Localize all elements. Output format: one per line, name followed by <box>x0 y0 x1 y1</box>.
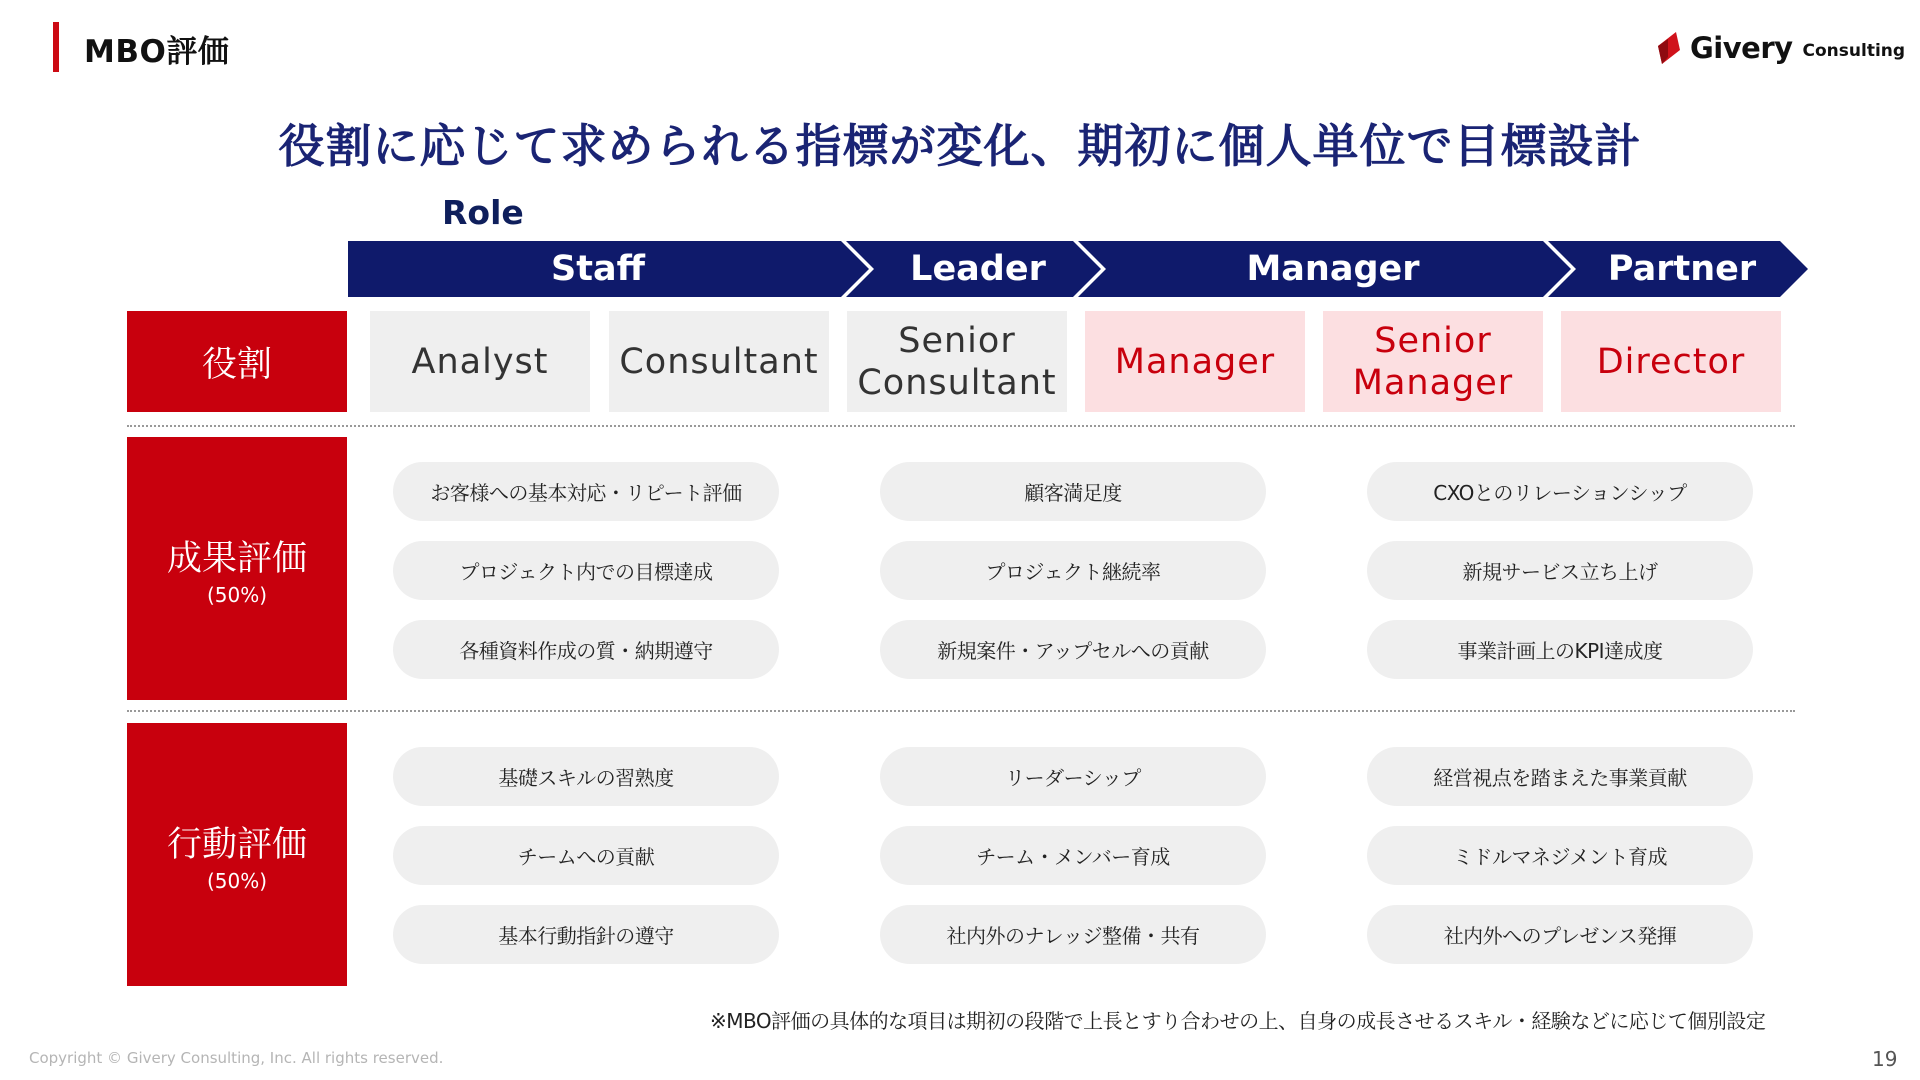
role-manager <box>1085 311 1305 412</box>
behavior-item: 社内外へのプレゼンス発揮 <box>1367 905 1753 964</box>
role-senior-consultant <box>847 311 1067 412</box>
section-accent-bar <box>53 22 59 72</box>
row-header-behavior-label: 行動評価 <box>166 824 307 865</box>
copyright: Copyright © Givery Consulting, Inc. All rights reserved. <box>29 1049 444 1067</box>
divider-dotted <box>127 710 1795 712</box>
performance-item: 事業計画上のKPI達成度 <box>1367 620 1753 679</box>
role-axis-label: Role <box>442 193 524 232</box>
role-senior-manager <box>1323 311 1543 412</box>
row-header-behavior <box>127 723 347 986</box>
performance-item: 新規サービス立ち上げ <box>1367 541 1753 600</box>
role-line: Consultant <box>857 362 1057 403</box>
logo-subtitle: Consulting <box>1802 41 1906 61</box>
level-leader: Leader <box>910 249 1046 289</box>
role-line: Director <box>1596 341 1746 382</box>
behavior-item: 基礎スキルの習熟度 <box>393 747 779 806</box>
behavior-item: チーム・メンバー育成 <box>880 826 1266 885</box>
row-header-role <box>127 311 347 412</box>
role-line: Manager <box>1352 362 1514 403</box>
logo-wordmark: Givery <box>1690 31 1793 65</box>
footnote: ※MBO評価の具体的な項目は期初の段階で上長とすり合わせの上、自身の成長させるスキル・経験などに応じて個別設定 <box>710 1009 1766 1033</box>
page-number: 19 <box>1872 1047 1898 1071</box>
role-line: Consultant <box>619 341 819 382</box>
performance-item: 顧客満足度 <box>880 462 1266 521</box>
role-line: Senior <box>1374 320 1492 361</box>
role-line: Manager <box>1114 341 1276 382</box>
role-consultant <box>609 311 829 412</box>
behavior-item: 基本行動指針の遵守 <box>393 905 779 964</box>
row-header-performance <box>127 437 347 700</box>
row-header-performance-weight: (50%) <box>206 582 268 607</box>
role-line: Analyst <box>411 341 549 382</box>
role-director <box>1561 311 1781 412</box>
company-logo <box>1658 30 1905 66</box>
role-line: Senior <box>898 320 1016 361</box>
behavior-item: ミドルマネジメント育成 <box>1367 826 1753 885</box>
row-header-role-label: 役割 <box>201 344 272 385</box>
behavior-item: 社内外のナレッジ整備・共有 <box>880 905 1266 964</box>
performance-item: お客様への基本対応・リピート評価 <box>393 462 779 521</box>
performance-item: プロジェクト継続率 <box>880 541 1266 600</box>
divider-dotted <box>127 425 1795 427</box>
performance-item: 各種資料作成の質・納期遵守 <box>393 620 779 679</box>
role-analyst <box>370 311 590 412</box>
behavior-item: チームへの貢献 <box>393 826 779 885</box>
behavior-item: 経営視点を踏まえた事業貢献 <box>1367 747 1753 806</box>
behavior-item: リーダーシップ <box>880 747 1266 806</box>
row-header-performance-label: 成果評価 <box>166 538 307 579</box>
performance-item: 新規案件・アップセルへの貢献 <box>880 620 1266 679</box>
level-manager: Manager <box>1246 249 1420 289</box>
row-header-behavior-weight: (50%) <box>206 868 268 893</box>
level-partner: Partner <box>1607 249 1757 289</box>
section-title: MBO評価 <box>84 34 230 70</box>
slide-headline: 役割に応じて求められる指標が変化、期初に個人単位で目標設計 <box>278 119 1642 173</box>
performance-item: プロジェクト内での目標達成 <box>393 541 779 600</box>
logo-mark-icon <box>1658 32 1680 64</box>
performance-item: CXOとのリレーションシップ <box>1367 462 1753 521</box>
level-staff: Staff <box>551 249 645 289</box>
